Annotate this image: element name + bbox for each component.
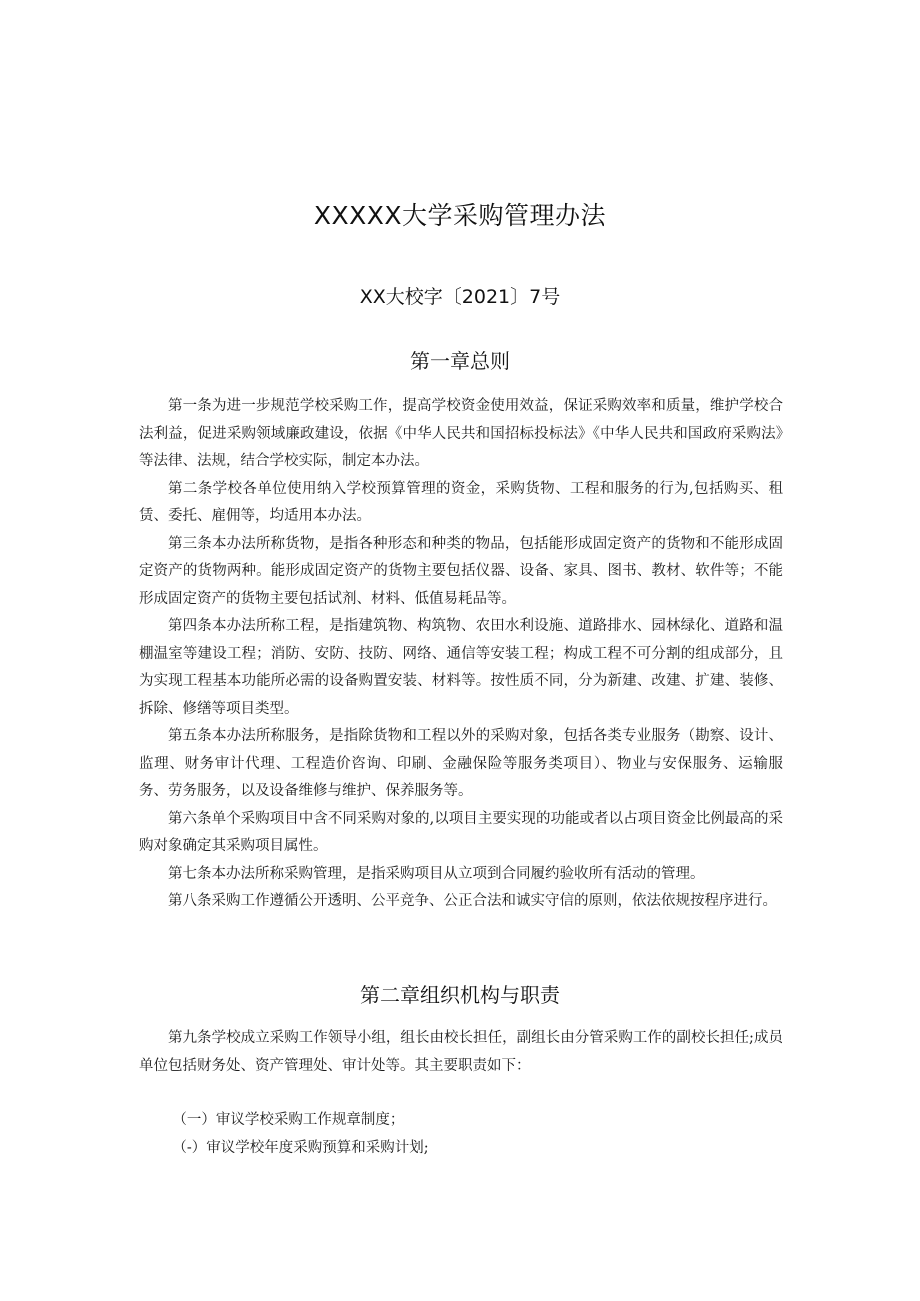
article-7: 第七条本办法所称采购管理，是指采购项目从立项到合同履约验收所有活动的管理。: [168, 865, 705, 882]
article-4: 第四条本办法所称工程，是指建筑物、构筑物、农田水利设施、道路排水、园林绿化、道路和温棚温室等建设工程；消防、安防、技防、网络、通信等安装工程；构成工程不可分割的组成部分，且为实现工程基本功能所必需的设备购置安装、材料等。按性质不同，分为新建、改建、扩建、装修、拆除、修缮等项目类型。: [139, 618, 783, 717]
article-3: 第三条本办法所称货物，是指各种形态和种类的物品，包括能形成固定资产的货物和不能形成固定资产的货物两种。能形成固定资产的货物主要包括仪器、设备、家具、图书、教材、软件等；不能形成固定资产的货物主要包括试剂、材料、低值易耗品等。: [139, 535, 783, 607]
chapter-1-heading: 第一章总则: [410, 349, 510, 373]
article-9: 第九条学校成立采购工作领导小组，组长由校长担任，副组长由分管采购工作的副校长担任;成员单位包括财务处、资产管理处、审计处等。其主要职责如下：: [139, 1030, 783, 1074]
chapter-2-heading: 第二章组织机构与职责: [360, 983, 560, 1007]
article-1: 第一条为进一步规范学校采购工作，提高学校资金使用效益，保证采购效率和质量，维护学校合法利益，促进采购领域廉政建设，依据《中华人民共和国招标投标法》《中华人民共和国政府采购法》等法律、法规，结合学校实际，制定本办法。: [139, 398, 783, 469]
document-title: XXXXX大学采购管理办法: [313, 201, 607, 230]
article-2: 第二条学校各单位使用纳入学校预算管理的资金，采购货物、工程和服务的行为,包括购买、租赁、委托、雇佣等，均适用本办法。: [139, 480, 783, 524]
chapter-1-body: [139, 393, 783, 916]
article-8: 第八条采购工作遵循公开透明、公平竞争、公正合法和诚实守信的原则，依法依规按程序进行。: [168, 893, 777, 909]
duty-item-1: （一）审议学校采购工作规章制度；: [172, 1112, 405, 1128]
document-number: XX大校字〔2021〕7号: [359, 286, 561, 308]
duty-item-2: （-）审议学校年度采购预算和采购计划;: [172, 1139, 429, 1156]
article-5: 第五条本办法所称服务，是指除货物和工程以外的采购对象，包括各类专业服务（勘察、设计、监理、财务审计代理、工程造价咨询、印刷、金融保险等服务类项目）、物业与安保服务、运输服务、劳务服务，以及设备维修与维护、保养服务等。: [139, 728, 783, 799]
article-6: 第六条单个采购项目中含不同采购对象的,以项目主要实现的功能或者以占项目资金比例最高的采购对象确定其采购项目属性。: [139, 810, 783, 854]
duty-list: [139, 1107, 783, 1162]
chapter-2-body: [139, 1025, 783, 1080]
